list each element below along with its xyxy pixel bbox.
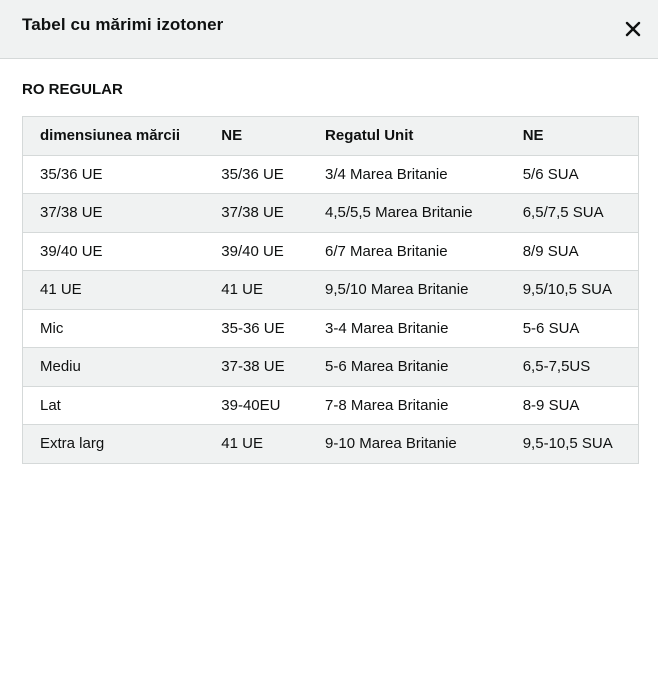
- table-cell: 5-6 SUA: [506, 309, 639, 348]
- table-row: [23, 155, 639, 194]
- table-cell: 9,5/10 Marea Britanie: [308, 271, 506, 310]
- table-row: [23, 309, 639, 348]
- table-cell: 8-9 SUA: [506, 386, 639, 425]
- close-icon: [625, 21, 641, 37]
- section-title: RO REGULAR: [22, 81, 123, 98]
- table-cell: 5-6 Marea Britanie: [308, 348, 506, 387]
- size-table: [22, 116, 639, 464]
- table-row: [23, 348, 639, 387]
- table-cell: 9,5/10,5 SUA: [506, 271, 639, 310]
- table-row: [23, 232, 639, 271]
- table-cell: 9-10 Marea Britanie: [308, 425, 506, 464]
- table-cell: 41 UE: [204, 425, 308, 464]
- modal-header: [0, 0, 658, 59]
- table-cell: 39-40EU: [204, 386, 308, 425]
- table-cell: 39/40 UE: [204, 232, 308, 271]
- column-header-us: NE: [506, 117, 639, 156]
- column-header-brand-size: dimensiunea mărcii: [23, 117, 205, 156]
- table-cell: Mic: [23, 309, 205, 348]
- table-row: [23, 271, 639, 310]
- table-cell: Extra larg: [23, 425, 205, 464]
- modal-title: Tabel cu mărimi izotoner: [22, 15, 224, 34]
- table-cell: 3-4 Marea Britanie: [308, 309, 506, 348]
- column-header-uk: Regatul Unit: [308, 117, 506, 156]
- close-button[interactable]: [620, 16, 646, 42]
- table-cell: 5/6 SUA: [506, 155, 639, 194]
- column-header-eu: NE: [204, 117, 308, 156]
- table-cell: 35/36 UE: [23, 155, 205, 194]
- table-cell: 8/9 SUA: [506, 232, 639, 271]
- table-cell: 7-8 Marea Britanie: [308, 386, 506, 425]
- table-row: [23, 425, 639, 464]
- table-cell: 4,5/5,5 Marea Britanie: [308, 194, 506, 233]
- table-cell: 6/7 Marea Britanie: [308, 232, 506, 271]
- table-cell: 35/36 UE: [204, 155, 308, 194]
- table-cell: 41 UE: [204, 271, 308, 310]
- table-row: [23, 386, 639, 425]
- table-cell: Mediu: [23, 348, 205, 387]
- table-cell: Lat: [23, 386, 205, 425]
- table-cell: 3/4 Marea Britanie: [308, 155, 506, 194]
- table-cell: 35-36 UE: [204, 309, 308, 348]
- table-cell: 37/38 UE: [204, 194, 308, 233]
- table-cell: 9,5-10,5 SUA: [506, 425, 639, 464]
- table-cell: 37/38 UE: [23, 194, 205, 233]
- table-cell: 6,5/7,5 SUA: [506, 194, 639, 233]
- table-header-row: [23, 117, 639, 156]
- table-cell: 37-38 UE: [204, 348, 308, 387]
- table-row: [23, 194, 639, 233]
- table-cell: 6,5-7,5US: [506, 348, 639, 387]
- table-cell: 39/40 UE: [23, 232, 205, 271]
- table-cell: 41 UE: [23, 271, 205, 310]
